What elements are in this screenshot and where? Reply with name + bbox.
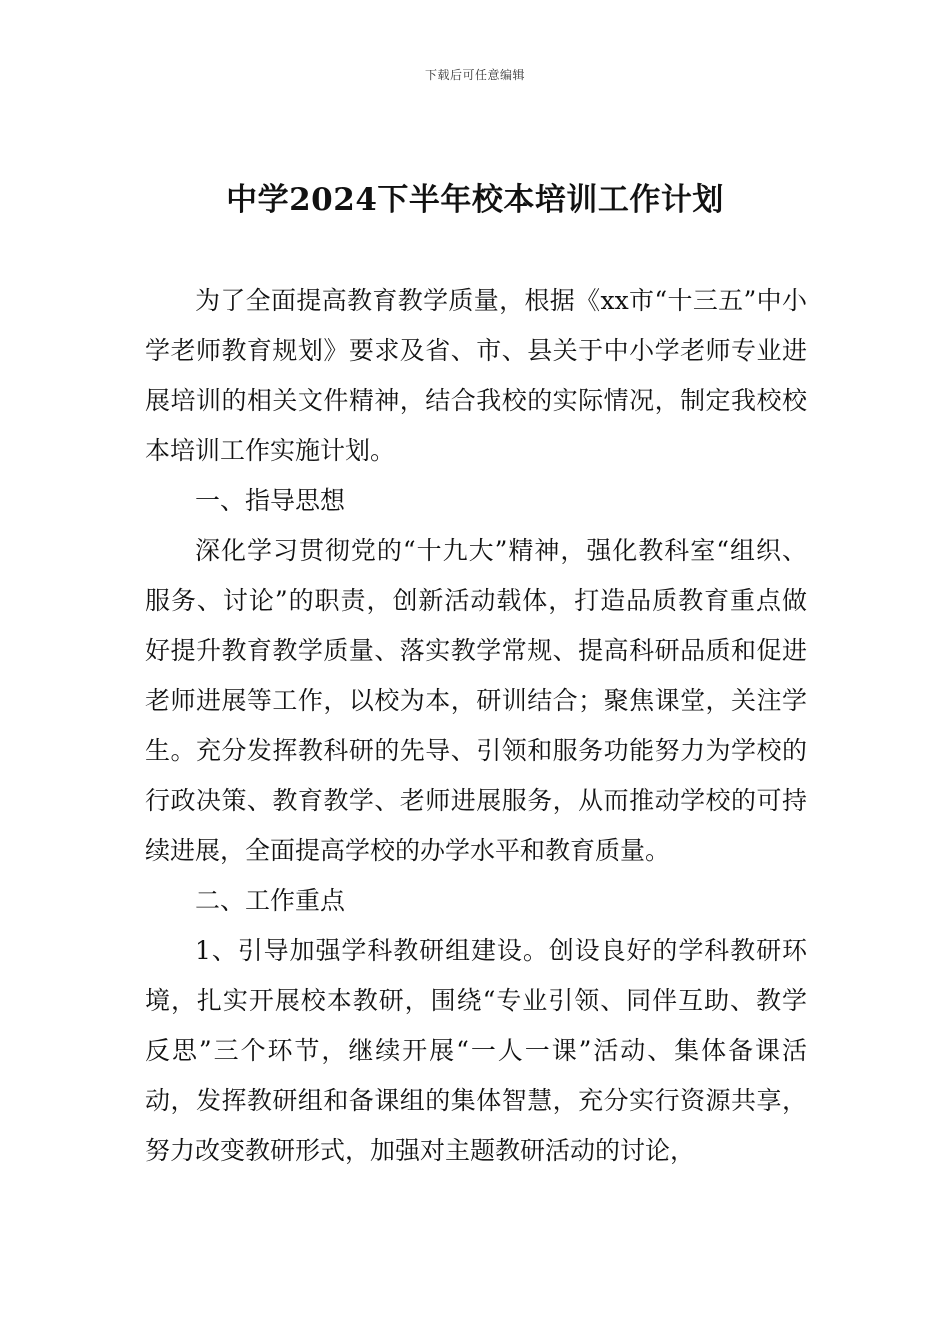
paragraph-work-focus-1: 1、引导加强学科教研组建设。创设良好的学科教研环境，扎实开展校本教研，围绕“专业引领、同伴互助、教学反思”三个环节，继续开展“一人一课”活动、集体备课活动，发挥教研组和备课组的集体智慧，充分实行资源共享，努力改变教研形式，加强对主题教研活动的讨论， bbox=[145, 936, 807, 1165]
paragraph-guiding-ideology: 深化学习贯彻党的“十九大”精神，强化教科室“组织、服务、讨论”的职责，创新活动载体，打造品质教育重点做好提升教育教学质量、落实教学常规、提高科研品质和促进老师进展等工作，以校为本，研训结合；聚焦课堂，关注学生。充分发挥教科研的先导、引领和服务功能努力为学校的行政决策、教育教学、老师进展服务，从而推动学校的可持续进展，全面提高学校的办学水平和教育质量。 bbox=[145, 536, 807, 865]
section-heading-work-focus: 二、工作重点 bbox=[195, 886, 346, 915]
document-title: 中学2024下半年校本培训工作计划 bbox=[226, 182, 724, 218]
document-body bbox=[145, 276, 807, 1176]
header-note: 下载后可任意编辑 bbox=[424, 68, 525, 82]
section-heading-guiding-ideology: 一、指导思想 bbox=[195, 486, 346, 515]
paragraph-intro: 为了全面提高教育教学质量，根据《xx市“十三五”中小学老师教育规划》要求及省、市、县关于中小学老师专业进展培训的相关文件精神，结合我校的实际情况，制定我校校本培训工作实施计划。 bbox=[145, 286, 807, 465]
